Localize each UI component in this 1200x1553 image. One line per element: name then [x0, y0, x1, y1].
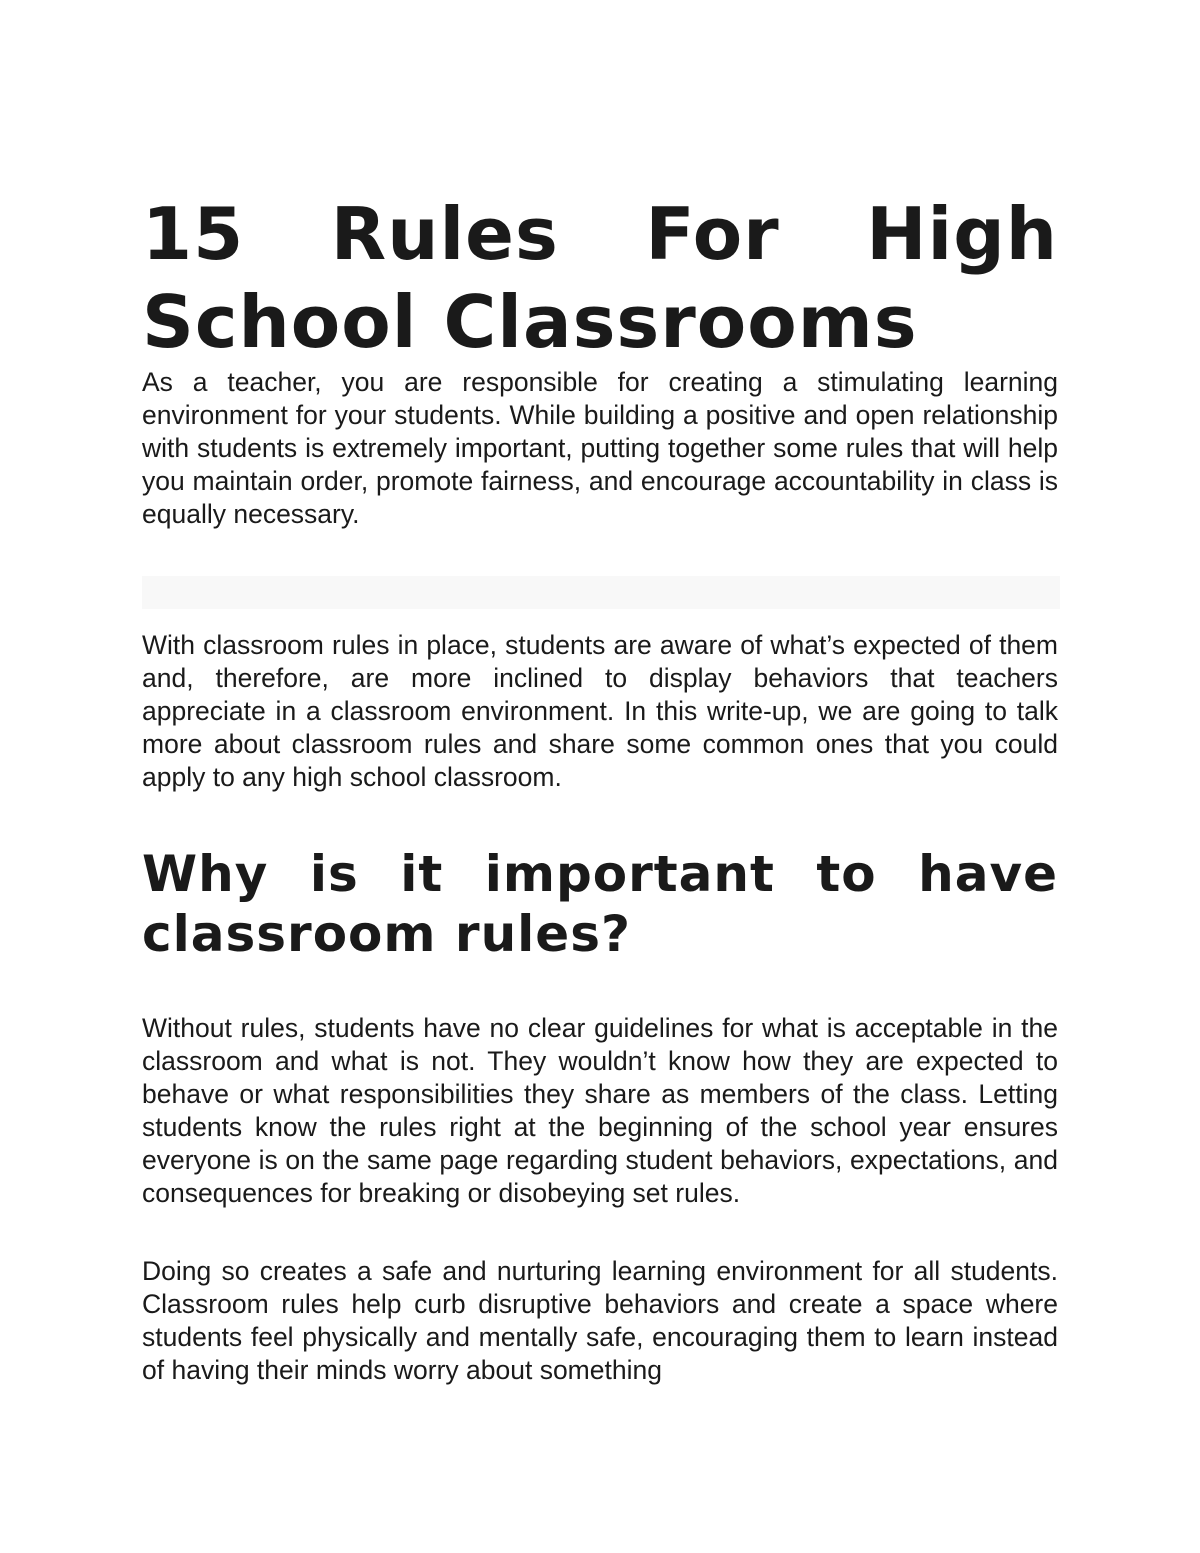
paragraph-without-rules: Without rules, students have no clear guidelines for what is acceptable in the classroom and what is not. They wouldn’t know how they are expected to behave or what responsibilities they share as members of the class. Letting students know the rules right at the beginning of the school year ensures everyone is on the same page regarding student behaviors, expectations, and consequences for breaking or disobeying set rules. — [142, 1013, 1058, 1208]
paragraph-safe-environment: Doing so creates a safe and nurturing learning environment for all students. Classroom rules help curb disruptive behaviors and create a space where students feel physically and mentally safe, encouraging them to learn instead of having their minds worry about something — [142, 1256, 1058, 1385]
document-title: 15 Rules For High School Classrooms — [142, 192, 1058, 364]
paragraph-classroom-rules: With classroom rules in place, students are aware of what’s expected of them and, therefore, are more inclined to display behaviors that teachers appreciate in a classroom environment. In this write-up, we are going to talk more about classroom rules and share some common ones that you could apply to any high school classroom. — [142, 630, 1058, 792]
content-divider — [142, 576, 1060, 609]
intro-paragraph: As a teacher, you are responsible for creating a stimulating learning environment for your students. While building a positive and open relationship with students is extremely important, putting together some rules that will help you maintain order, promote fairness, and encourage accountability in class is equally necessary. — [142, 367, 1058, 529]
document-page — [142, 190, 1058, 1387]
section-heading: Why is it important to have classroom rules? — [142, 845, 1058, 963]
